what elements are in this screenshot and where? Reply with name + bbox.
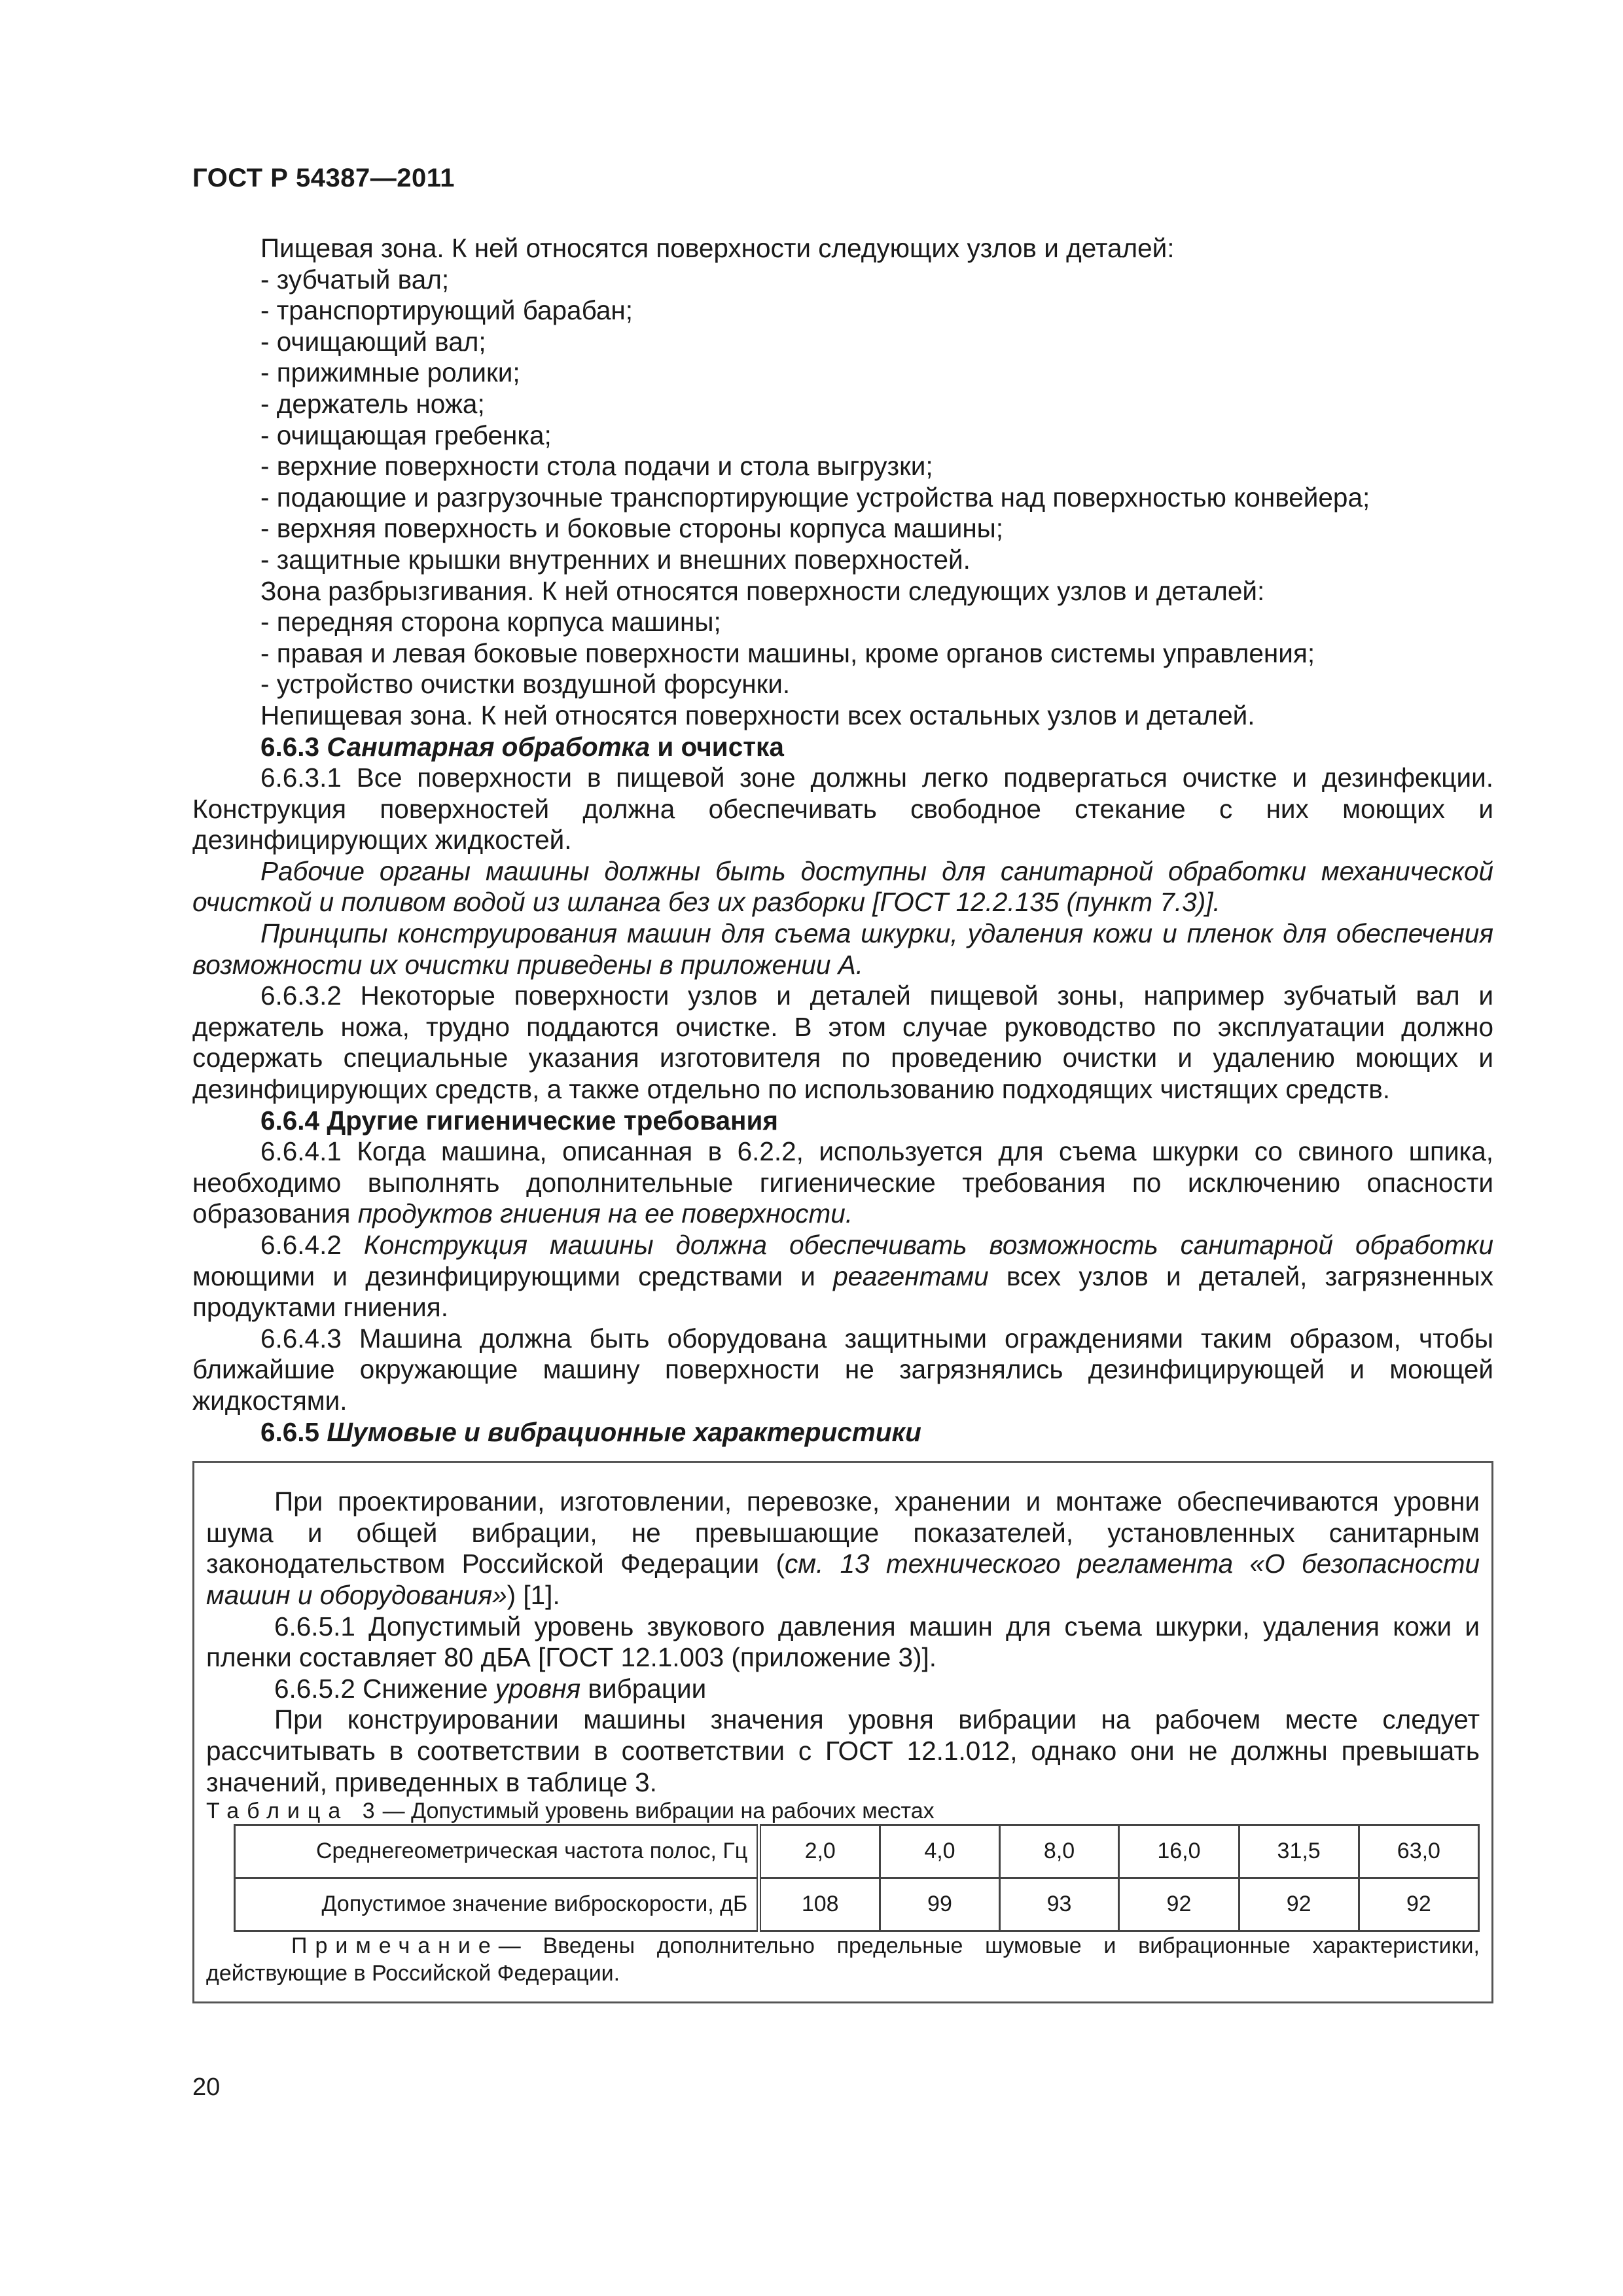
paragraph-italic: реагентами [833, 1261, 989, 1291]
list-item: - устройство очистки воздушной форсунки. [260, 669, 791, 700]
nonfood-zone: Непищевая зона. К ней относятся поверхности всех остальных узлов и деталей. [260, 700, 1255, 730]
note-label: Примечание [291, 1933, 499, 1959]
table-cell: 16,0 [1119, 1825, 1239, 1878]
table-row-label: Среднегеометрическая частота полос, Гц [235, 1825, 759, 1878]
splash-zone-list [192, 607, 1493, 700]
food-zone-list [192, 264, 1493, 576]
paragraph-italic: продуктов гниения на ее поверхности. [357, 1198, 853, 1229]
paragraph-6643: 6.6.4.3 Машина должна быть оборудована защитными ограждениями таким образом, чтобы ближайшие окружающие машину поверхности не загрязнялись дезинфицирующей и моющей жидкостями. [192, 1323, 1493, 1416]
list-item: - верхние поверхности стола подачи и стола выгрузки; [260, 451, 933, 482]
paragraph-design-principles: Принципы конструирования машин для съема шкурки, удаления кожи и пленок для обеспечения возможности их очистки приведены в приложении А. [192, 918, 1493, 980]
document-header: ГОСТ Р 54387—2011 [192, 164, 455, 192]
list-item: - подающие и разгрузочные транспортирующие устройства над поверхностью конвейера; [260, 482, 1370, 512]
paragraph-number: 6.6.4.2 [260, 1230, 342, 1260]
paragraph-italic: уровня [495, 1673, 581, 1704]
table-caption-label: Таблица 3 [206, 1799, 383, 1824]
list-item: - очищающая гребенка; [260, 420, 552, 450]
splash-zone-intro: Зона разбрызгивания. К ней относятся поверхности следующих узлов и деталей: [260, 575, 1265, 606]
paragraph-text: всех узлов и деталей, загрязненных продуктами гниения. [192, 1261, 1493, 1323]
section-heading-664: 6.6.4 Другие гигиенические требования [260, 1105, 779, 1136]
section-number: 6.6.3 [260, 731, 320, 762]
list-item: - держатель ножа; [260, 388, 485, 419]
list-item: - верхняя поверхность и боковые стороны корпуса машины; [260, 513, 1004, 544]
page-number: 20 [192, 2073, 221, 2101]
paragraph-text: При проектировании, изготовлении, перевозке, хранении и монтаже обеспечиваются уровни шума и общей вибрации, не превышающие показателей, установленных санитарным законодательством Российской Федерации ( [206, 1486, 1480, 1579]
paragraph-noise-levels [206, 1486, 1480, 1611]
vibration-table [234, 1824, 1480, 1932]
table-cell: 92 [1119, 1878, 1239, 1931]
table-cell: 63,0 [1359, 1825, 1478, 1878]
table-row-label: Допустимое значение виброскорости, дБ [235, 1878, 759, 1931]
paragraph-6632: 6.6.3.2 Некоторые поверхности узлов и деталей пищевой зоны, например зубчатый вал и держатель ножа, трудно поддаются очистке. В этом случае руководство по эксплуатации должно содержать специальные указания изготовителя по проведению очистки и удалению моющих и дезинфицирующих средств, а также отдельно по использованию подходящих чистящих средств. [192, 980, 1493, 1105]
document-body [192, 233, 1493, 2003]
table-cell: 8,0 [999, 1825, 1119, 1878]
note-text: — Введены дополнительно предельные шумовые и вибрационные характеристики, действующие в Российской Федерации. [206, 1933, 1480, 1986]
paragraph-text: 6.6.5.2 Снижение [274, 1673, 488, 1704]
paragraph-vibration-calc: При конструировании машины значения уровня вибрации на рабочем месте следует рассчитывать в соответствии в соответствии с ГОСТ 12.1.012, однако они не должны превышать значений, приведенных в таблице 3. [206, 1704, 1480, 1797]
paragraph-italic: см. 13 технического регламента «О безопасности машин и оборудования» [206, 1549, 1480, 1610]
food-zone-intro: Пищевая зона. К ней относятся поверхности следующих узлов и деталей: [260, 233, 1175, 263]
paragraph-6641 [192, 1136, 1493, 1230]
paragraph-text: 6.6.4.1 Когда машина, описанная в 6.2.2, используется для съема шкурки со свиного шпика, необходимо выполнять дополнительные гигиенические требования по исключению опасности образования [192, 1136, 1493, 1229]
table-row [235, 1825, 1479, 1878]
section-heading-663 [192, 732, 1493, 763]
table-row [235, 1878, 1479, 1931]
paragraph-text: вибрации [588, 1673, 707, 1704]
table-cell: 99 [880, 1878, 1000, 1931]
section-heading-665 [192, 1417, 1493, 1448]
table-caption-text: — Допустимый уровень вибрации на рабочих местах [382, 1799, 935, 1824]
list-item: - защитные крышки внутренних и внешних поверхностей. [260, 544, 971, 575]
list-item: - прижимные ролики; [260, 357, 520, 388]
list-item: - очищающий вал; [260, 326, 486, 357]
section-title: Санитарная обработка [327, 731, 651, 762]
list-item: - зубчатый вал; [260, 264, 450, 295]
section-title-tail: и очистка [657, 731, 784, 762]
national-addition-box [192, 1461, 1493, 2003]
paragraph-italic: Конструкция машины должна обеспечивать возможность санитарной обработки [363, 1230, 1493, 1260]
list-item: - транспортирующий барабан; [260, 295, 633, 326]
table-cell: 4,0 [880, 1825, 1000, 1878]
paragraph-6631: 6.6.3.1 Все поверхности в пищевой зоне должны легко подвергаться очистке и дезинфекции. Конструкция поверхностей должна обеспечивать свободное стекание с них моющих и дезинфицирующих жидкостей. [192, 762, 1493, 855]
table-note [206, 1932, 1480, 1987]
table-caption [206, 1798, 1480, 1824]
table-cell: 92 [1239, 1878, 1359, 1931]
paragraph-cleaning-access: Рабочие органы машины должны быть доступны для санитарной обработки механической очисткой и поливом водой из шланга без их разборки [ГОСТ 12.2.135 (пункт 7.3)]. [192, 855, 1493, 918]
list-item: - передняя сторона корпуса машины; [260, 607, 721, 637]
paragraph-text: моющими и дезинфицирующими средствами и [192, 1261, 815, 1291]
paragraph-text: ) [1]. [507, 1579, 560, 1610]
list-item: - правая и левая боковые поверхности машины, кроме органов системы управления; [260, 637, 1315, 668]
table-cell: 93 [999, 1878, 1119, 1931]
table-cell: 2,0 [759, 1825, 880, 1878]
section-title: Шумовые и вибрационные характеристики [327, 1416, 921, 1447]
paragraph-6651: 6.6.5.1 Допустимый уровень звукового давления машин для съема шкурки, удаления кожи и пленки составляет 80 дБА [ГОСТ 12.1.003 (приложение 3)]. [206, 1611, 1480, 1673]
table-cell: 92 [1359, 1878, 1478, 1931]
paragraph-6642 [192, 1230, 1493, 1323]
section-number: 6.6.5 [260, 1416, 320, 1447]
table-cell: 108 [759, 1878, 880, 1931]
table-cell: 31,5 [1239, 1825, 1359, 1878]
paragraph-6652 [206, 1674, 1480, 1705]
